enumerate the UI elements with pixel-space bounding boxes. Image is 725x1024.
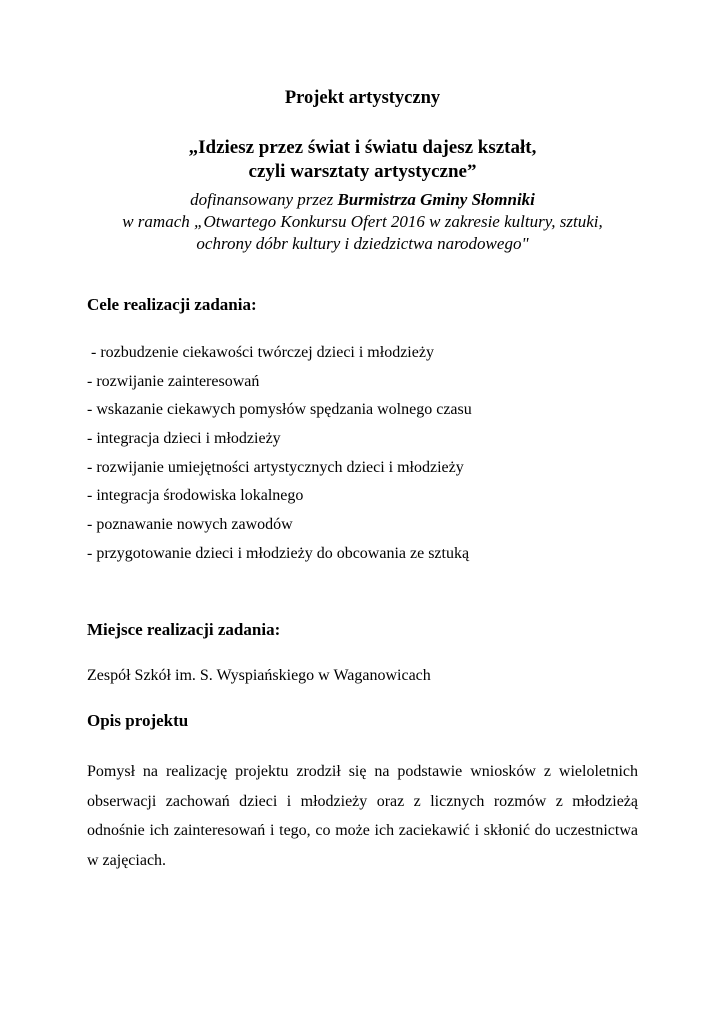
subtitle-line-2: czyli warsztaty artystyczne” [248,161,477,182]
goals-heading: Cele realizacji zadania: [87,295,257,314]
funding-line-1 [0,189,725,211]
description-heading: Opis projektu [87,711,189,730]
funding-sponsor: Burmistrza Gminy Słomniki [337,190,535,209]
list-item: - integracja środowiska lokalnego [87,487,304,505]
location-heading: Miejsce realizacji zadania: [87,620,281,639]
location-text: Zespół Szkół im. S. Wyspiańskiego w Waganowicach [87,667,431,684]
list-item: - przygotowanie dzieci i młodzieży do obcowania ze sztuką [87,544,470,562]
list-item: - wskazanie ciekawych pomysłów spędzania wolnego czasu [87,401,472,419]
funding-prefix: dofinansowany przez [190,190,338,209]
list-item: - rozbudzenie ciekawości twórczej dzieci i młodzieży [91,344,434,361]
page-title: Projekt artystyczny [284,88,441,108]
list-item: - poznawanie nowych zawodów [87,516,293,534]
list-item: - rozwijanie zainteresowań [87,372,260,390]
funding-info [0,189,725,255]
funding-line-3: ochrony dóbr kultury i dziedzictwa narodowego" [196,234,529,253]
subtitle-line-1: „Idziesz przez świat i światu dajesz kształt, [188,137,537,158]
funding-line-2: w ramach „Otwartego Konkursu Ofert 2016 w zakresie kultury, sztuki, [122,212,603,231]
project-subtitle [0,136,725,184]
goals-list [87,342,472,572]
list-item: - integracja dzieci i młodzieży [87,430,281,448]
description-text: Pomysł na realizację projektu zrodził się na podstawie wniosków z wieloletnich obserwacji zachowań dzieci i młodzieży oraz z licznych rozmów z młodzieżą odnośnie ich zainteresowań i tego, co może ich zaciekawić i skłonić do uczestnictwa w zajęciach. [87,763,638,869]
list-item: - rozwijanie umiejętności artystycznych dzieci i młodzieży [87,458,464,476]
